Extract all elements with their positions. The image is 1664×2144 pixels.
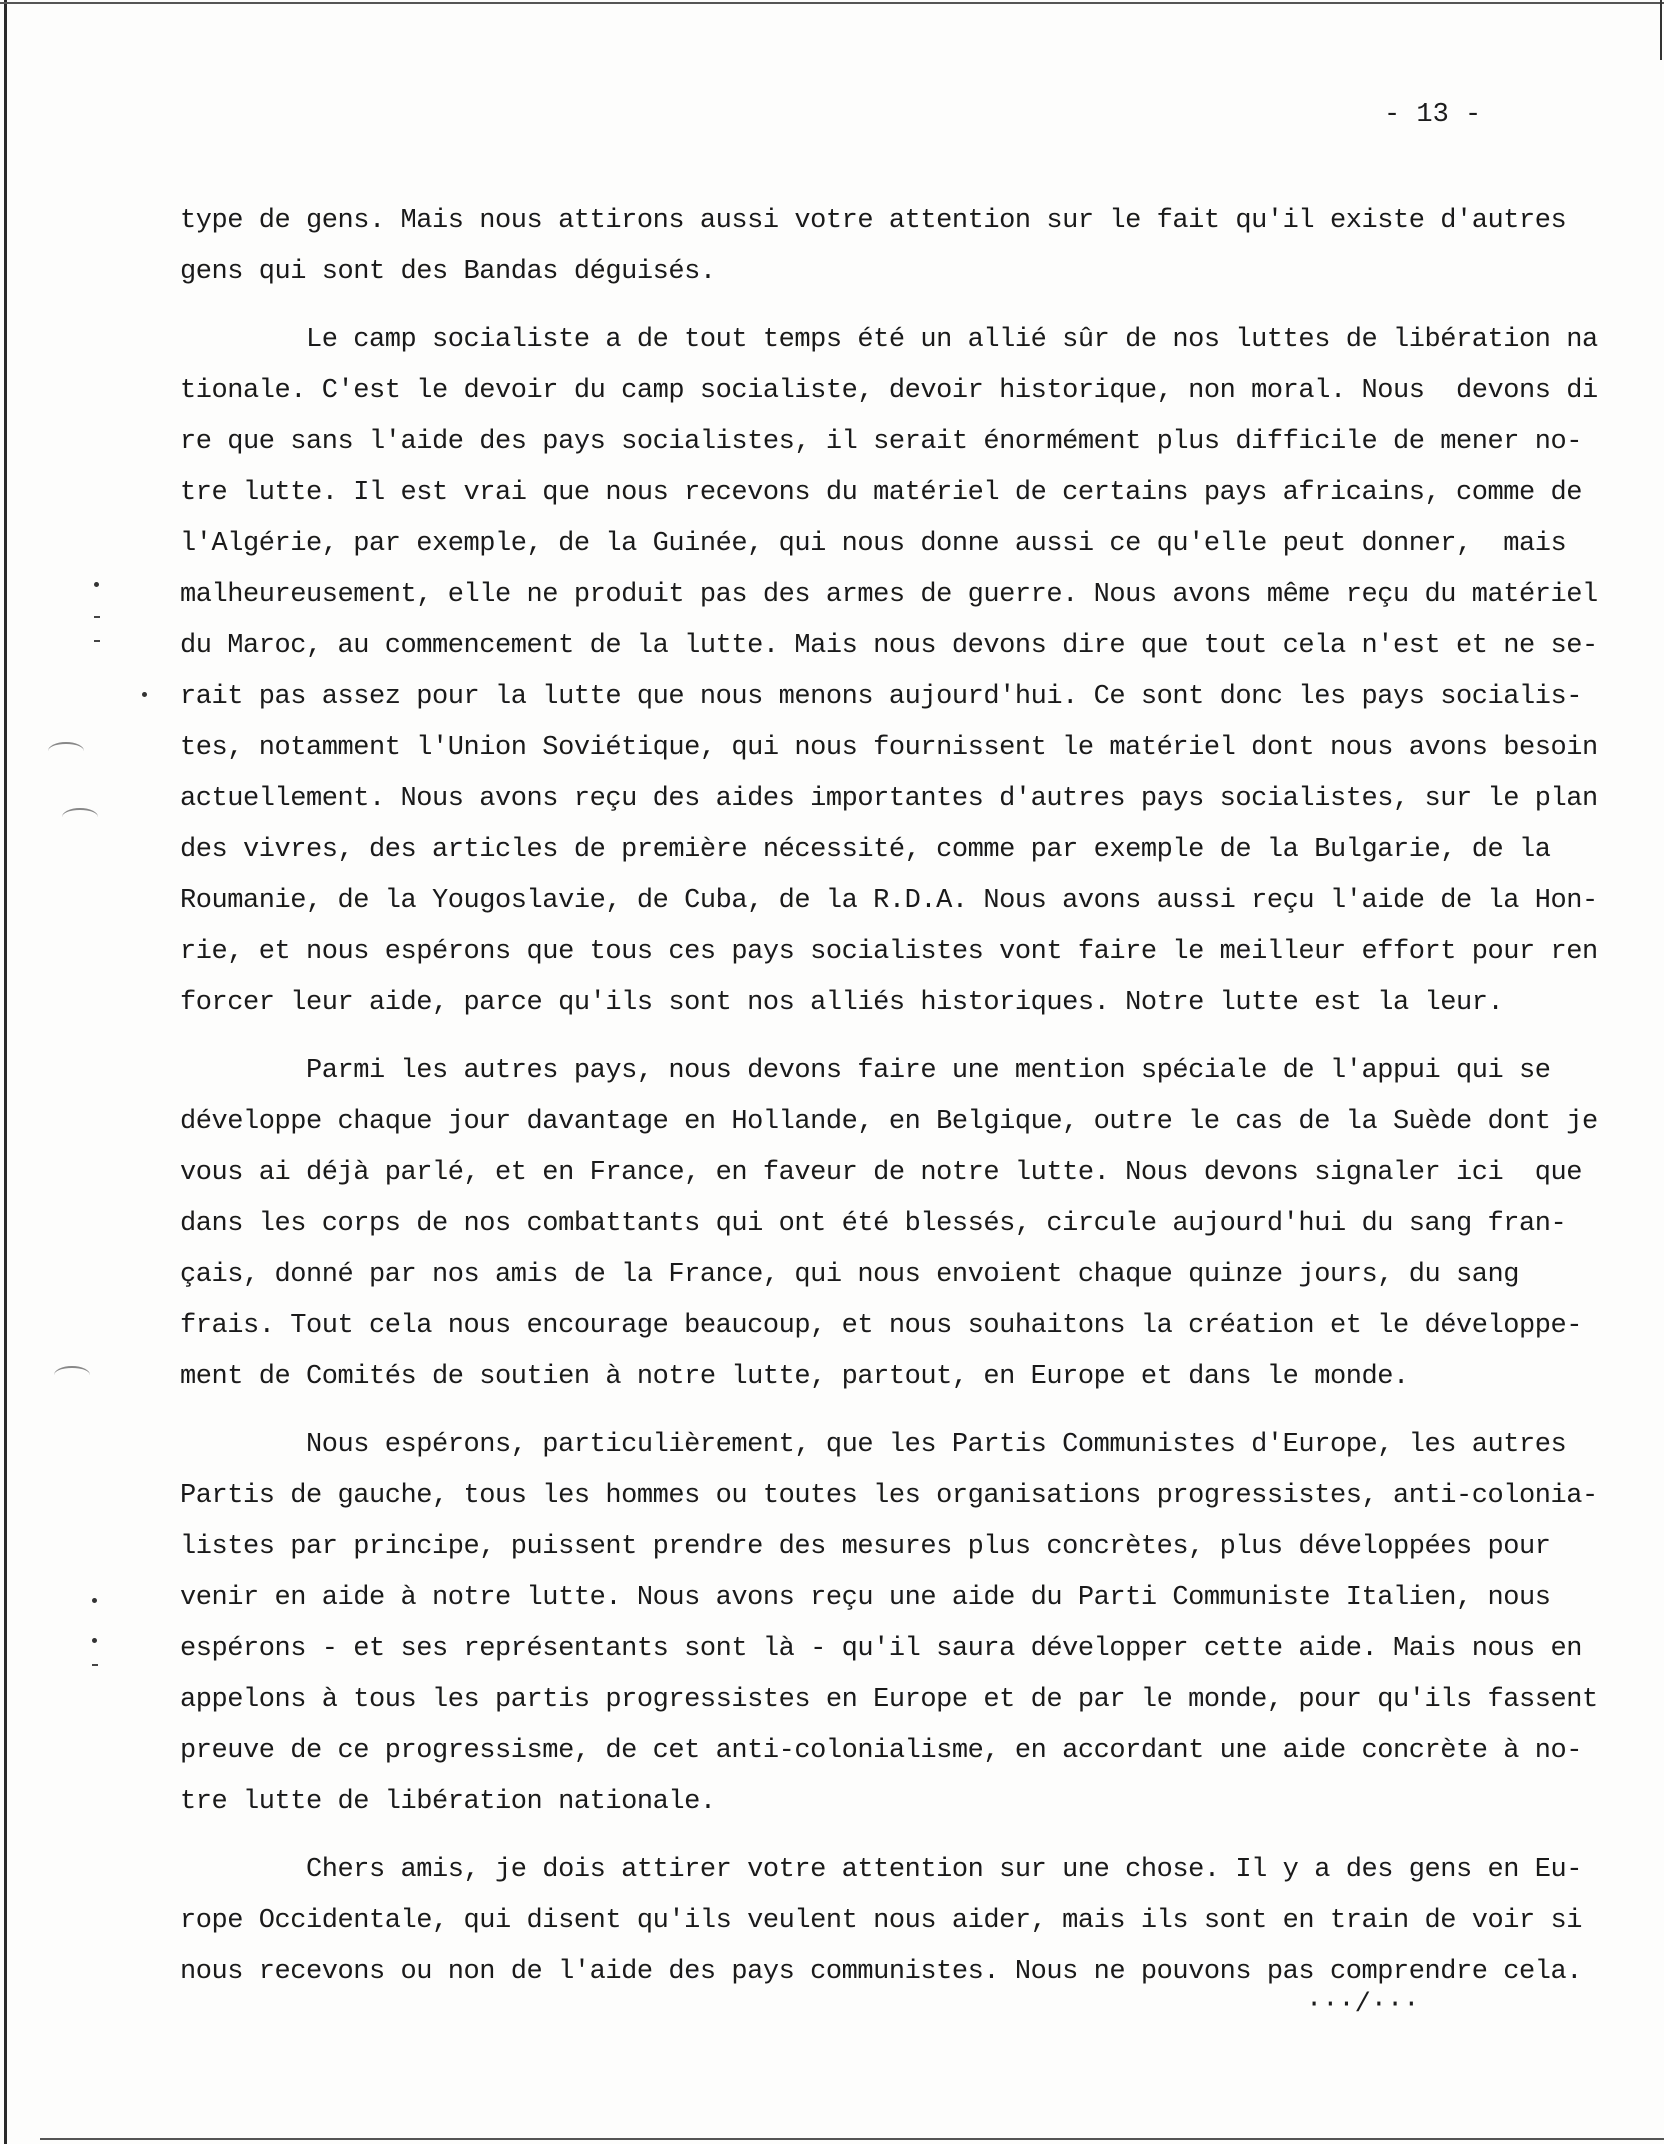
text-line: tre lutte. Il est vrai que nous recevons du matériel de certains pays africains, comme de [180,478,1582,508]
margin-pencil-mark [62,808,98,826]
text-line: des vivres, des articles de première nécessité, comme par exemple de la Bulgarie, de la [180,835,1551,865]
text-line: espérons - et ses représentants sont là - qu'il saura développer cette aide. Mais nous en [180,1634,1582,1664]
margin-dot [142,692,147,697]
margin-dash [94,616,100,618]
text-line: rie, et nous espérons que tous ces pays socialistes vont faire le meilleur effort pour ren [180,937,1598,967]
margin-dash [92,1664,98,1666]
scan-bottom-edge [40,2138,1664,2140]
text-line: rait pas assez pour la lutte que nous menons aujourd'hui. Ce sont donc les pays socialis- [180,682,1582,712]
text-line: type de gens. Mais nous attirons aussi votre attention sur le fait qu'il existe d'autres [180,206,1567,236]
text-line: malheureusement, elle ne produit pas des armes de guerre. Nous avons même reçu du matériel [180,580,1598,610]
paragraph [180,1420,1620,1828]
text-line: Chers amis, je dois attirer votre attention sur une chose. Il y a des gens en Eu- [180,1855,1582,1885]
text-line: Roumanie, de la Yougoslavie, de Cuba, de la R.D.A. Nous avons aussi reçu l'aide de la Hon- [180,886,1598,916]
text-line: tre lutte de libération nationale. [180,1787,716,1817]
text-line: tes, notamment l'Union Soviétique, qui nous fournissent le matériel dont nous avons besoin [180,733,1598,763]
document-body [180,196,1620,2015]
margin-dot [92,1638,97,1643]
text-line: du Maroc, au commencement de la lutte. Mais nous devons dire que tout cela n'est et ne se- [180,631,1598,661]
text-line: gens qui sont des Bandas déguisés. [180,257,716,287]
scan-top-edge [0,2,1664,4]
text-line: vous ai déjà parlé, et en France, en faveur de notre lutte. Nous devons signaler ici que [180,1158,1582,1188]
text-line: venir en aide à notre lutte. Nous avons reçu une aide du Parti Communiste Italien, nous [180,1583,1551,1613]
margin-dash [94,640,100,642]
continuation-marker: ···/··· [1306,1990,1420,2020]
margin-dot [94,582,99,587]
text-line: dans les corps de nos combattants qui ont été blessés, circule aujourd'hui du sang fran- [180,1209,1567,1239]
text-line: listes par principe, puissent prendre des mesures plus concrètes, plus développées pour [180,1532,1551,1562]
text-line: rope Occidentale, qui disent qu'ils veulent nous aider, mais ils sont en train de voir si [180,1906,1582,1936]
text-line: çais, donné par nos amis de la France, qui nous envoient chaque quinze jours, du sang [180,1260,1519,1290]
paragraph [180,1845,1620,1998]
text-line: Le camp socialiste a de tout temps été un allié sûr de nos luttes de libération na [180,325,1598,355]
margin-pencil-mark [54,1366,90,1384]
margin-dot [92,1598,97,1603]
text-line: Nous espérons, particulièrement, que les Partis Communistes d'Europe, les autres [180,1430,1567,1460]
text-line: nous recevons ou non de l'aide des pays communistes. Nous ne pouvons pas comprendre cela. [180,1957,1582,1987]
text-line: Parmi les autres pays, nous devons faire une mention spéciale de l'appui qui se [180,1056,1551,1086]
margin-pencil-mark [48,742,84,760]
paragraph [180,315,1620,1029]
text-line: l'Algérie, par exemple, de la Guinée, qui nous donne aussi ce qu'elle peut donner, mais [180,529,1567,559]
text-line: développe chaque jour davantage en Hollande, en Belgique, outre le cas de la Suède dont je [180,1107,1598,1137]
text-line: ment de Comités de soutien à notre lutte, partout, en Europe et dans le monde. [180,1362,1409,1392]
scan-left-edge [4,0,7,2144]
paragraph [180,196,1620,298]
text-line: forcer leur aide, parce qu'ils sont nos alliés historiques. Notre lutte est la leur. [180,988,1504,1018]
text-line: Partis de gauche, tous les hommes ou toutes les organisations progressistes, anti-colonia- [180,1481,1598,1511]
text-line: frais. Tout cela nous encourage beaucoup, et nous souhaitons la création et le développe- [180,1311,1582,1341]
scan-right-edge [1660,0,1662,60]
text-line: appelons à tous les partis progressistes en Europe et de par le monde, pour qu'ils fassent [180,1685,1598,1715]
text-line: re que sans l'aide des pays socialistes, il serait énormément plus difficile de mener no- [180,427,1582,457]
page-number: - 13 - [1384,100,1482,130]
text-line: actuellement. Nous avons reçu des aides importantes d'autres pays socialistes, sur le plan [180,784,1598,814]
paragraph [180,1046,1620,1403]
text-line: preuve de ce progressisme, de cet anti-colonialisme, en accordant une aide concrète à no- [180,1736,1582,1766]
text-line: tionale. C'est le devoir du camp socialiste, devoir historique, non moral. Nous devons di [180,376,1598,406]
